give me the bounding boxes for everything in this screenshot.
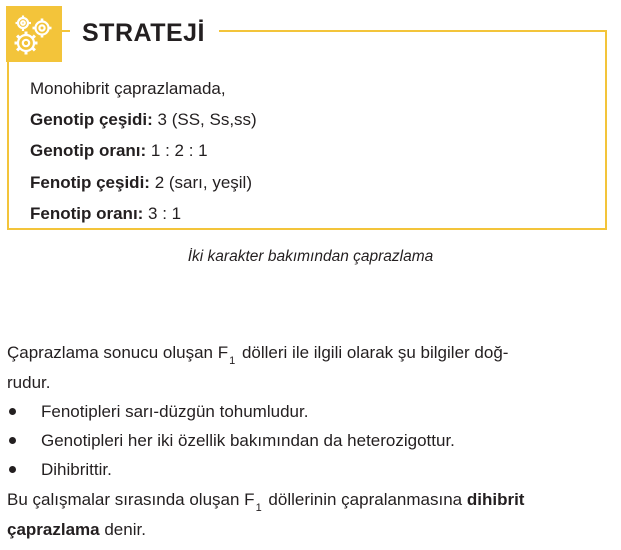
list-item: [7, 455, 607, 484]
paragraph-text: dölleri ile ilgili olarak şu bilgiler doğ-: [237, 343, 509, 362]
paragraph-f1-info: [7, 339, 607, 397]
bullet-icon: [9, 466, 16, 473]
list-item-text: Genotipleri her iki özellik bakımından da heterozigottur.: [41, 431, 455, 450]
list-item-text: Fenotipleri sarı-düzgün tohumludur.: [41, 402, 309, 421]
strategy-line-value: 2 (sarı, yeşil): [149, 172, 252, 192]
strategy-line-genotype-variety: [30, 104, 257, 135]
paragraph-text: Bu çalışmalar sırasında oluşan F: [7, 490, 255, 509]
strategy-intro: Monohibrit çaprazlamada,: [30, 79, 226, 98]
paragraph-text: Çaprazlama sonucu oluşan F: [7, 343, 229, 362]
strategy-line-value: 1 : 2 : 1: [146, 141, 208, 161]
strategy-line-label: Genotip oranı:: [30, 141, 147, 161]
strategy-line-value: 3 : 1: [143, 203, 182, 223]
paragraph-line: [7, 490, 525, 514]
bullet-list: [7, 397, 607, 484]
strategy-line-genotype-ratio: [30, 135, 257, 166]
paragraph-text: denir.: [99, 520, 146, 539]
section-caption: İki karakter bakımından çaprazlama: [187, 248, 434, 265]
paragraph-text: rudur.: [7, 373, 51, 392]
strategy-line-phenotype-ratio: [30, 198, 257, 229]
paragraph-dihybrid: [7, 486, 607, 544]
strategy-line-label: Fenotip oranı:: [30, 203, 144, 223]
gears-icon: [6, 6, 62, 62]
subscript: 1: [255, 502, 262, 514]
subscript: 1: [229, 355, 236, 367]
strategy-list: [30, 73, 257, 229]
strategy-line-phenotype-variety: [30, 167, 257, 198]
bullet-icon: [9, 408, 16, 415]
paragraph-line: [7, 343, 509, 367]
bold-term: çaprazlama: [7, 520, 100, 539]
bold-term: dihibrit: [466, 490, 525, 509]
paragraph-text: döllerinin çapralanmasına: [263, 490, 467, 509]
list-item: [7, 397, 607, 426]
list-item-text: Dihibrittir.: [41, 460, 112, 479]
bullet-icon: [9, 437, 16, 444]
list-item: [7, 426, 607, 455]
strategy-line-label: Genotip çeşidi:: [30, 110, 153, 130]
strategy-line-label: Fenotip çeşidi:: [30, 172, 150, 192]
strategy-title: STRATEJİ: [70, 15, 219, 51]
strategy-line-value: 3 (SS, Ss,ss): [152, 110, 257, 130]
